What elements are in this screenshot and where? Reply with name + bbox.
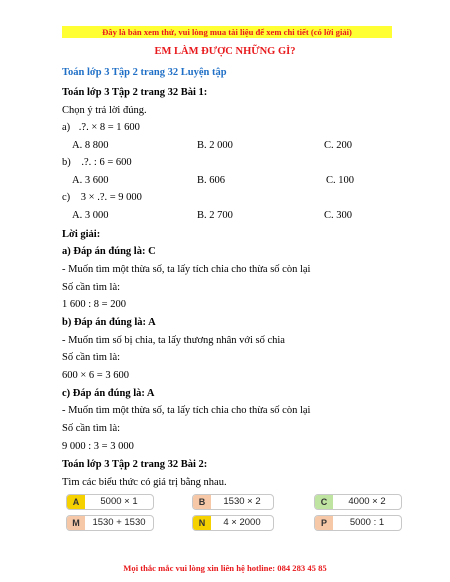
card-letter: C [315, 495, 333, 509]
question-expr: 3 × .?. = 9 000 [80, 192, 142, 203]
option-a-a[interactable]: A. 8 800 [72, 140, 109, 151]
expression-card-c[interactable] [314, 494, 402, 510]
bai1-heading: Toán lớp 3 Tập 2 trang 32 Bài 1: [62, 87, 208, 98]
card-expression: 1530 + 1530 [92, 517, 146, 528]
option-a-c[interactable]: C. 200 [324, 140, 353, 151]
expression-card-m[interactable] [66, 515, 154, 531]
question-a [62, 121, 140, 134]
card-expression: 5000 : 1 [349, 517, 385, 528]
card-expression: 4000 × 2 [348, 496, 386, 507]
expression-row-1 [62, 494, 402, 512]
expression-card-b[interactable] [192, 494, 274, 510]
expression-card-p[interactable] [314, 515, 402, 531]
option-c-a[interactable]: A. 3 000 [72, 210, 109, 221]
solution-a-calc: 1 600 : 8 = 200 [62, 299, 126, 310]
expression-row-2 [62, 515, 402, 533]
solution-c-answer: c) Đáp án đúng là: A [62, 388, 155, 399]
bai2-prompt: Tìm các biểu thức có giá trị bằng nhau. [62, 477, 227, 488]
question-b [62, 156, 132, 169]
card-expression: 5000 × 1 [100, 496, 138, 507]
solution-c-find: Số cần tìm là: [62, 423, 121, 434]
solution-c-rule: - Muốn tìm một thừa số, ta lấy tích chia cho thừa số còn lại [62, 405, 311, 416]
question-expr: .?. : 6 = 600 [81, 157, 132, 168]
solution-b-calc: 600 × 6 = 3 600 [62, 370, 129, 381]
solution-a-answer: a) Đáp án đúng là: C [62, 246, 156, 257]
solution-c-calc: 9 000 : 3 = 3 000 [62, 441, 134, 452]
page-title: EM LÀM ĐƯỢC NHỮNG GÌ? [154, 46, 296, 57]
bai1-prompt: Chọn ý trả lời đúng. [62, 105, 147, 116]
question-label: a) [62, 122, 71, 133]
card-letter: B [193, 495, 211, 509]
solution-b-answer: b) Đáp án đúng là: A [62, 317, 156, 328]
option-b-a[interactable]: A. 3 600 [72, 175, 109, 186]
bai2-heading: Toán lớp 3 Tập 2 trang 32 Bài 2: [62, 459, 208, 470]
card-letter: N [193, 516, 211, 530]
question-label: b) [62, 157, 71, 168]
hotline-footer: Mọi thắc mắc vui lòng xin liên hệ hotline: 084 283 45 85 [123, 563, 327, 573]
solution-a-rule: - Muốn tìm một thừa số, ta lấy tích chia cho thừa số còn lại [62, 264, 311, 275]
question-c [62, 191, 142, 204]
solution-b-find: Số cần tìm là: [62, 352, 121, 363]
option-c-c[interactable]: C. 300 [324, 210, 353, 221]
preview-banner: Đây là bản xem thử, vui lòng mua tài liệu để xem chi tiết (có lời giải) [62, 26, 392, 38]
expression-card-a[interactable] [66, 494, 154, 510]
card-expression: 4 × 2000 [223, 517, 261, 528]
solution-a-find: Số cần tìm là: [62, 282, 121, 293]
card-expression: 1530 × 2 [223, 496, 261, 507]
question-label: c) [62, 192, 71, 203]
option-c-b[interactable]: B. 2 700 [197, 210, 233, 221]
solution-heading: Lời giải: [62, 229, 101, 240]
card-letter: P [315, 516, 333, 530]
option-a-b[interactable]: B. 2 000 [197, 140, 233, 151]
card-letter: A [67, 495, 85, 509]
option-b-b[interactable]: B. 606 [197, 175, 226, 186]
solution-b-rule: - Muốn tìm số bị chia, ta lấy thương nhân với số chia [62, 335, 285, 346]
expression-card-n[interactable] [192, 515, 274, 531]
card-letter: M [67, 516, 85, 530]
option-b-c[interactable]: C. 100 [326, 175, 355, 186]
section-subtitle: Toán lớp 3 Tập 2 trang 32 Luyện tập [62, 67, 227, 78]
question-expr: .?. × 8 = 1 600 [78, 122, 140, 133]
